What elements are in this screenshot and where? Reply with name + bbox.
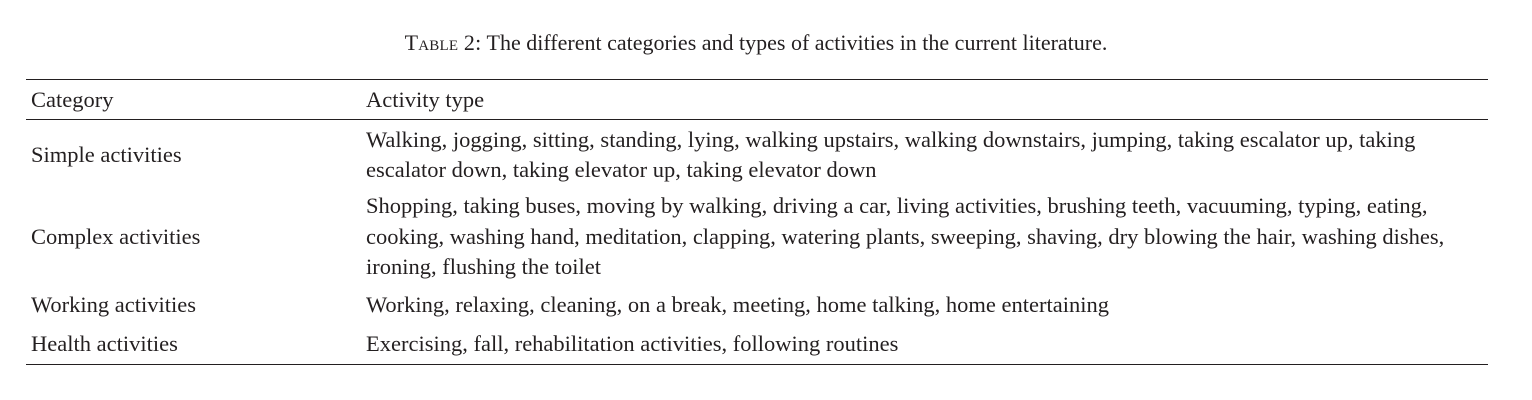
table-row — [26, 325, 1488, 364]
activity-type-cell: Exercising, fall, rehabilitation activities, following routines — [366, 331, 899, 357]
header-activity-type: Activity type — [366, 87, 485, 113]
category-cell: Health activities — [31, 331, 178, 357]
activity-type-cell: Working, relaxing, cleaning, on a break, meeting, home talking, home entertaining — [366, 292, 1109, 318]
table-header-row — [26, 80, 1488, 120]
activity-type-cell: Shopping, taking buses, moving by walking, driving a car, living activities, brushing teeth, vacuuming, typing, eating, cooking, washing hand, meditation, clapping, watering plants, sweeping, shaving, dry blowing the hair, washing dishes, ironing, flushing the toilet — [366, 193, 1445, 280]
category-cell: Complex activities — [31, 223, 201, 249]
table-caption-text: The different categories and types of activities in the current literature. — [481, 30, 1108, 55]
table-row — [26, 286, 1488, 325]
category-cell: Simple activities — [31, 141, 182, 167]
table-row — [26, 188, 1488, 286]
table-label: Table 2: — [404, 30, 482, 55]
activities-table — [26, 79, 1488, 365]
category-cell: Working activities — [31, 292, 197, 318]
header-category: Category — [31, 87, 114, 113]
table-row — [26, 120, 1488, 188]
table-caption — [0, 28, 1512, 58]
activity-type-cell: Walking, jogging, sitting, standing, lying, walking upstairs, walking downstairs, jumping, taking escalator up, taking escalator down, taking elevator up, taking elevator down — [366, 126, 1416, 182]
